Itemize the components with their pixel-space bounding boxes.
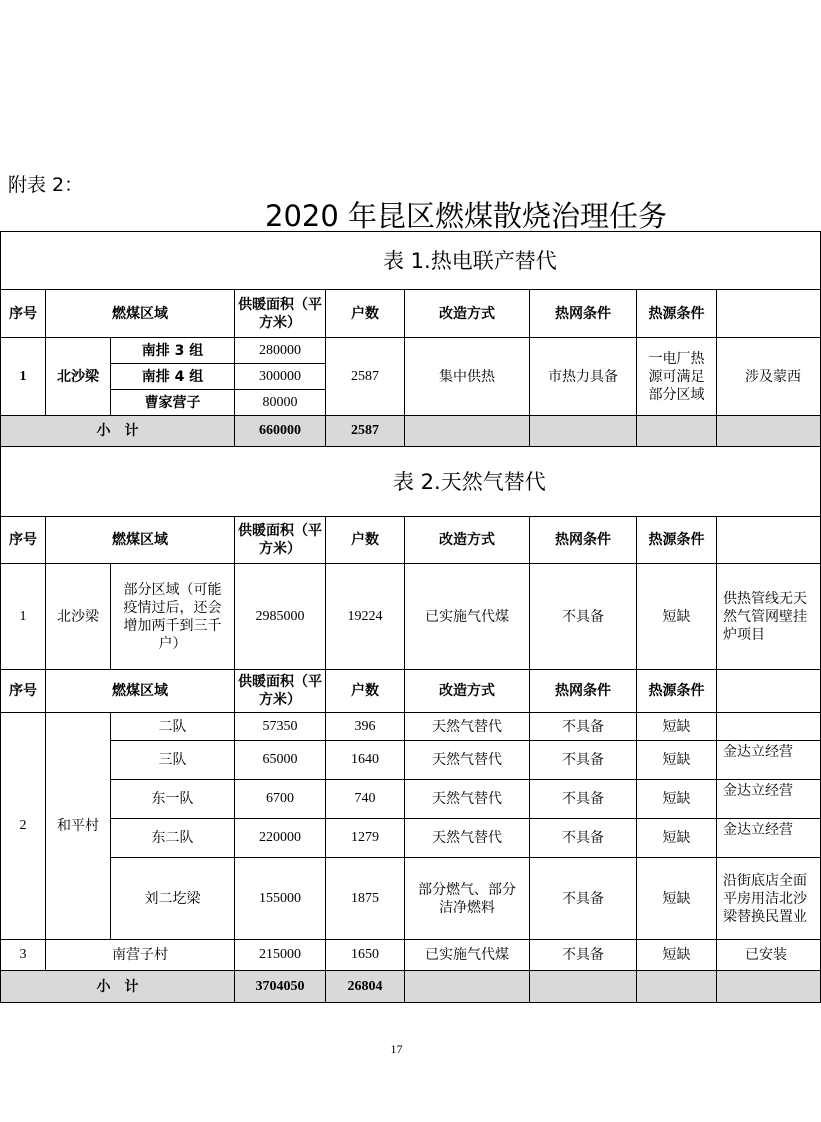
cell-note: 已安装	[717, 940, 821, 971]
cell-seq: 1	[1, 564, 46, 670]
cell-method: 天然气替代	[405, 819, 530, 858]
section-title-row	[1, 232, 821, 290]
cell-empty	[717, 416, 821, 447]
cell-heat-area: 280000	[235, 338, 326, 364]
cell-note: 涉及蒙西	[717, 338, 821, 416]
subtotal-area: 660000	[235, 416, 326, 447]
subtotal-households: 2587	[326, 416, 405, 447]
cell-households: 1640	[326, 741, 405, 780]
header-network: 热网条件	[530, 517, 637, 564]
cell-area-name: 曹家营子	[111, 390, 235, 416]
cell-village: 南营子村	[46, 940, 235, 971]
cell-empty	[530, 416, 637, 447]
cell-note: 沿街底店全面平房用洁北沙梁替换民置业	[717, 858, 821, 940]
subtotal-label: 小 计	[1, 971, 235, 1003]
cell-note: 金达立经营	[717, 819, 821, 858]
header-note	[717, 517, 821, 564]
cell-households: 1279	[326, 819, 405, 858]
cell-households: 396	[326, 713, 405, 741]
header-households: 户数	[326, 290, 405, 338]
page-number: 17	[390, 1042, 403, 1056]
cell-empty	[637, 971, 717, 1003]
subtotal-households: 26804	[326, 971, 405, 1003]
cell-area-name: 刘二圪梁	[111, 858, 235, 940]
cell-source: 短缺	[637, 713, 717, 741]
cell-heat-area: 155000	[235, 858, 326, 940]
cell-source: 短缺	[637, 819, 717, 858]
cell-method: 已实施气代煤	[405, 564, 530, 670]
cell-area-name: 部分区域（可能疫情过后，还会增加两千到三千户）	[111, 564, 235, 670]
header-seq: 序号	[1, 290, 46, 338]
cell-source: 短缺	[637, 780, 717, 819]
header-heat-area: 供暖面积（平方米）	[235, 670, 326, 713]
cell-heat-area: 220000	[235, 819, 326, 858]
header-area: 燃煤区域	[46, 290, 235, 338]
header-source: 热源条件	[637, 670, 717, 713]
page-title: 2020 年昆区燃煤散烧治理任务	[265, 199, 668, 233]
table-row	[1, 564, 821, 670]
cell-network: 不具备	[530, 858, 637, 940]
subtotal-label: 小 计	[1, 416, 235, 447]
cell-empty	[405, 971, 530, 1003]
header-seq: 序号	[1, 517, 46, 564]
cell-households: 740	[326, 780, 405, 819]
cell-network: 不具备	[530, 819, 637, 858]
cell-source: 短缺	[637, 858, 717, 940]
cell-heat-area: 65000	[235, 741, 326, 780]
subtotal-row	[1, 971, 821, 1003]
cell-method: 天然气替代	[405, 780, 530, 819]
table-row	[1, 338, 821, 364]
cell-empty	[405, 416, 530, 447]
header-method: 改造方式	[405, 670, 530, 713]
cell-village: 北沙梁	[46, 564, 111, 670]
header-row	[1, 290, 821, 338]
cell-network: 不具备	[530, 741, 637, 780]
header-note	[717, 290, 821, 338]
cell-heat-area: 80000	[235, 390, 326, 416]
cell-method: 天然气替代	[405, 713, 530, 741]
cell-heat-area: 2985000	[235, 564, 326, 670]
cell-village: 北沙梁	[46, 338, 111, 416]
cell-empty	[530, 971, 637, 1003]
cell-area-name: 南排 3 组	[111, 338, 235, 364]
cell-households: 1650	[326, 940, 405, 971]
cell-area-name: 南排 4 组	[111, 364, 235, 390]
cell-source: 短缺	[637, 741, 717, 780]
cell-network: 不具备	[530, 780, 637, 819]
table-row	[1, 940, 821, 971]
cell-seq: 2	[1, 713, 46, 940]
cell-empty	[717, 971, 821, 1003]
cell-note: 供热管线无天然气管网壁挂炉项目	[717, 564, 821, 670]
header-row	[1, 670, 821, 713]
header-source: 热源条件	[637, 517, 717, 564]
cell-method: 集中供热	[405, 338, 530, 416]
cell-network: 市热力具备	[530, 338, 637, 416]
header-area: 燃煤区域	[46, 517, 235, 564]
cell-network: 不具备	[530, 713, 637, 741]
task-table	[0, 231, 821, 1003]
table-row	[1, 819, 821, 858]
header-heat-area: 供暖面积（平方米）	[235, 290, 326, 338]
cell-village: 和平村	[46, 713, 111, 940]
header-method: 改造方式	[405, 517, 530, 564]
subtotal-row	[1, 416, 821, 447]
header-network: 热网条件	[530, 670, 637, 713]
cell-network: 不具备	[530, 940, 637, 971]
cell-area-name: 东一队	[111, 780, 235, 819]
header-seq: 序号	[1, 670, 46, 713]
cell-network: 不具备	[530, 564, 637, 670]
cell-heat-area: 300000	[235, 364, 326, 390]
header-heat-area: 供暖面积（平方米）	[235, 517, 326, 564]
cell-area-name: 东二队	[111, 819, 235, 858]
appendix-label: 附表 2：	[8, 174, 84, 196]
header-source: 热源条件	[637, 290, 717, 338]
cell-seq: 3	[1, 940, 46, 971]
cell-note: 金达立经营	[717, 741, 821, 780]
header-area: 燃煤区域	[46, 670, 235, 713]
cell-households: 1875	[326, 858, 405, 940]
table-row	[1, 741, 821, 780]
header-network: 热网条件	[530, 290, 637, 338]
cell-households: 19224	[326, 564, 405, 670]
header-note	[717, 670, 821, 713]
cell-note	[717, 713, 821, 741]
header-method: 改造方式	[405, 290, 530, 338]
section-title-row	[1, 447, 821, 517]
cell-source: 短缺	[637, 564, 717, 670]
cell-method: 天然气替代	[405, 741, 530, 780]
cell-source: 短缺	[637, 940, 717, 971]
header-households: 户数	[326, 517, 405, 564]
table-row	[1, 780, 821, 819]
cell-method: 部分燃气、部分洁净燃料	[405, 858, 530, 940]
header-row	[1, 517, 821, 564]
table-row	[1, 858, 821, 940]
cell-heat-area: 6700	[235, 780, 326, 819]
header-households: 户数	[326, 670, 405, 713]
section1-title: 表 1.热电联产替代	[1, 232, 821, 290]
cell-seq: 1	[1, 338, 46, 416]
cell-source: 一电厂热源可满足部分区域	[637, 338, 717, 416]
cell-area-name: 二队	[111, 713, 235, 741]
cell-note: 金达立经营	[717, 780, 821, 819]
section2-title: 表 2.天然气替代	[1, 447, 821, 517]
table-row	[1, 713, 821, 741]
cell-heat-area: 215000	[235, 940, 326, 971]
cell-heat-area: 57350	[235, 713, 326, 741]
subtotal-area: 3704050	[235, 971, 326, 1003]
cell-households: 2587	[326, 338, 405, 416]
cell-area-name: 三队	[111, 741, 235, 780]
cell-empty	[637, 416, 717, 447]
cell-method: 已实施气代煤	[405, 940, 530, 971]
